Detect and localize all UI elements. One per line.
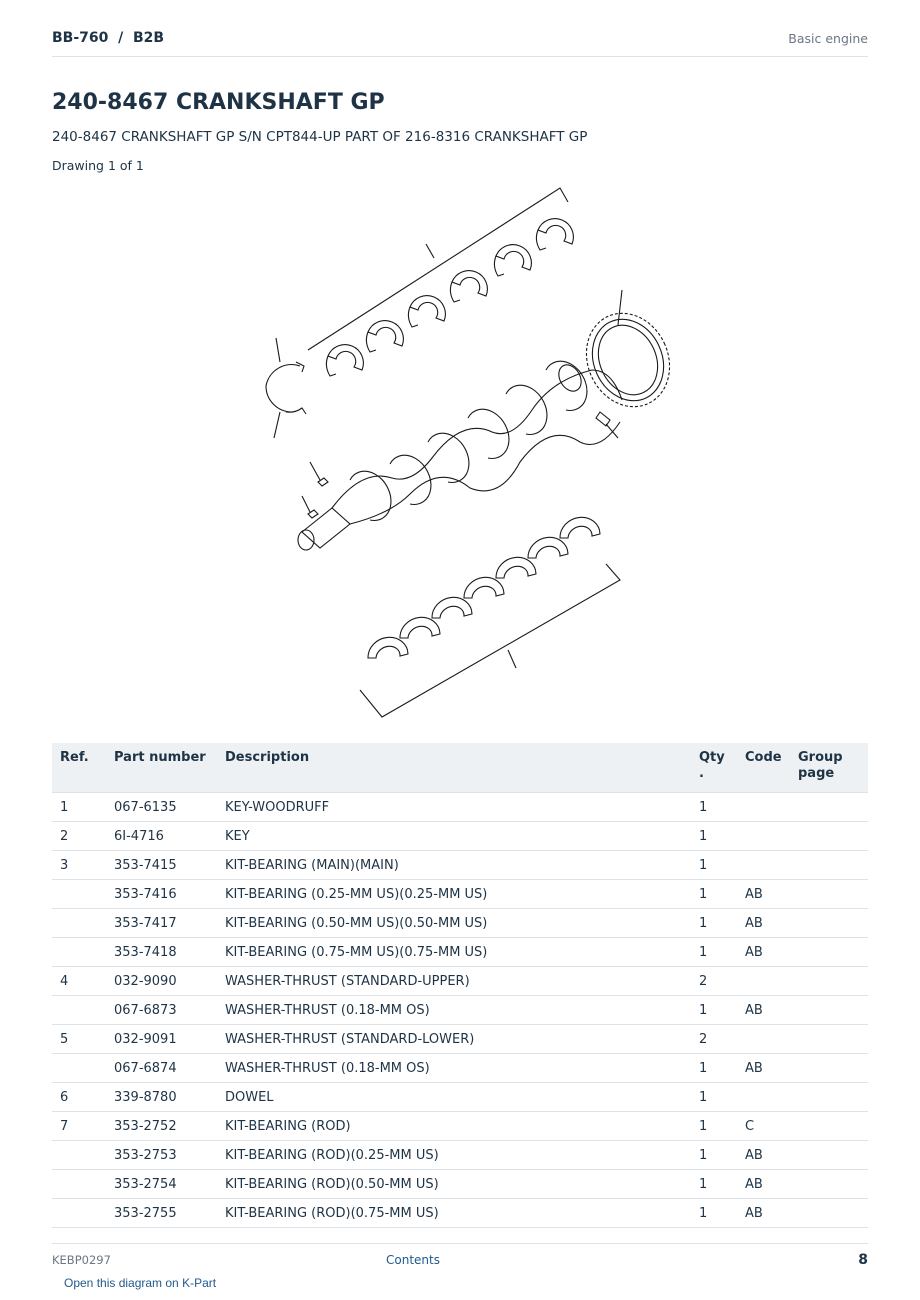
row-code	[737, 793, 790, 822]
row-group-page	[790, 1054, 868, 1083]
row-code: AB	[737, 880, 790, 909]
row-code: AB	[737, 1054, 790, 1083]
row-group-page	[790, 1083, 868, 1112]
row-ref: 5	[52, 1025, 106, 1054]
row-qty: 1	[691, 938, 737, 967]
row-ref	[52, 1170, 106, 1199]
upper-bearings-bracket	[308, 188, 568, 350]
row-qty: 2	[691, 1025, 737, 1054]
row-code	[737, 1025, 790, 1054]
row-qty: 1	[691, 996, 737, 1025]
row-code	[737, 967, 790, 996]
row-description: DOWEL	[217, 1083, 691, 1112]
row-code	[737, 1083, 790, 1112]
row-qty: 1	[691, 822, 737, 851]
row-part-number: 6I-4716	[106, 822, 217, 851]
row-group-page	[790, 1199, 868, 1228]
row-description: KIT-BEARING (ROD)(0.25-MM US)	[217, 1141, 691, 1170]
row-code: AB	[737, 1199, 790, 1228]
parts-table	[52, 743, 868, 1228]
row-group-page	[790, 793, 868, 822]
page-title: 240-8467 CRANKSHAFT GP	[52, 90, 385, 115]
row-code	[737, 851, 790, 880]
row-ref	[52, 880, 106, 909]
drawing-counter: Drawing 1 of 1	[52, 158, 144, 173]
row-part-number: 353-2755	[106, 1199, 217, 1228]
row-qty: 1	[691, 880, 737, 909]
row-group-page	[790, 880, 868, 909]
row-code: AB	[737, 996, 790, 1025]
table-row	[52, 880, 868, 909]
footer-doc-code: KEBP0297	[52, 1253, 111, 1267]
row-part-number: 353-2753	[106, 1141, 217, 1170]
row-ref	[52, 1054, 106, 1083]
row-group-page	[790, 1141, 868, 1170]
table-row	[52, 1141, 868, 1170]
table-row	[52, 996, 868, 1025]
table-row	[52, 938, 868, 967]
row-group-page	[790, 1170, 868, 1199]
upper-main-bearing-shells	[326, 219, 573, 376]
row-group-page	[790, 967, 868, 996]
row-ref: 6	[52, 1083, 106, 1112]
document-id: BB-760 / B2B	[52, 30, 165, 46]
row-part-number: 067-6873	[106, 996, 217, 1025]
row-ref	[52, 996, 106, 1025]
rod-bearing-shells	[368, 517, 600, 658]
table-row	[52, 822, 868, 851]
row-qty: 1	[691, 1054, 737, 1083]
row-description: KEY	[217, 822, 691, 851]
row-part-number: 067-6874	[106, 1054, 217, 1083]
thrust-washers	[266, 338, 306, 438]
row-part-number: 032-9091	[106, 1025, 217, 1054]
row-part-number: 353-7415	[106, 851, 217, 880]
row-part-number: 353-2752	[106, 1112, 217, 1141]
row-code: C	[737, 1112, 790, 1141]
crankshaft	[298, 361, 622, 550]
row-part-number: 353-7418	[106, 938, 217, 967]
row-description: WASHER-THRUST (0.18-MM OS)	[217, 996, 691, 1025]
row-ref: 2	[52, 822, 106, 851]
row-description: WASHER-THRUST (0.18-MM OS)	[217, 1054, 691, 1083]
row-ref	[52, 1141, 106, 1170]
table-row	[52, 851, 868, 880]
row-ref: 4	[52, 967, 106, 996]
table-header-row	[52, 743, 868, 793]
table-row	[52, 793, 868, 822]
page-subtitle: 240-8467 CRANKSHAFT GP S/N CPT844-UP PART OF 216-8316 CRANKSHAFT GP	[52, 129, 588, 145]
row-code: AB	[737, 938, 790, 967]
header-description: Description	[225, 750, 310, 765]
table-row	[52, 967, 868, 996]
row-part-number: 353-7417	[106, 909, 217, 938]
section-name: Basic engine	[788, 31, 868, 46]
row-part-number: 032-9090	[106, 967, 217, 996]
table-row	[52, 1025, 868, 1054]
row-description: KIT-BEARING (0.50-MM US)(0.50-MM US)	[217, 909, 691, 938]
row-description: WASHER-THRUST (STANDARD-UPPER)	[217, 967, 691, 996]
row-code: AB	[737, 1141, 790, 1170]
row-description: KIT-BEARING (MAIN)(MAIN)	[217, 851, 691, 880]
row-part-number: 353-7416	[106, 880, 217, 909]
row-part-number: 067-6135	[106, 793, 217, 822]
header-ref: Ref.	[60, 750, 89, 765]
row-part-number: 339-8780	[106, 1083, 217, 1112]
row-qty: 2	[691, 967, 737, 996]
row-ref	[52, 938, 106, 967]
row-qty: 1	[691, 1083, 737, 1112]
contents-link[interactable]: Contents	[386, 1253, 440, 1267]
crankshaft-exploded-diagram	[250, 180, 670, 725]
row-description: KIT-BEARING (ROD)	[217, 1112, 691, 1141]
table-row	[52, 1112, 868, 1141]
row-group-page	[790, 1112, 868, 1141]
row-description: KEY-WOODRUFF	[217, 793, 691, 822]
row-group-page	[790, 909, 868, 938]
row-code	[737, 822, 790, 851]
row-ref	[52, 909, 106, 938]
header-part-number: Part number	[114, 750, 206, 765]
row-qty: 1	[691, 793, 737, 822]
row-description: KIT-BEARING (0.25-MM US)(0.25-MM US)	[217, 880, 691, 909]
row-qty: 1	[691, 1112, 737, 1141]
row-group-page	[790, 996, 868, 1025]
row-qty: 1	[691, 1170, 737, 1199]
row-description: KIT-BEARING (0.75-MM US)(0.75-MM US)	[217, 938, 691, 967]
table-row	[52, 909, 868, 938]
row-qty: 1	[691, 1141, 737, 1170]
row-code: AB	[737, 909, 790, 938]
keys	[302, 462, 328, 518]
open-kpart-link[interactable]: Open this diagram on K-Part	[64, 1276, 217, 1290]
page-number: 8	[858, 1252, 868, 1268]
page-header	[52, 28, 868, 57]
header-code: Code	[745, 750, 782, 765]
row-description: KIT-BEARING (ROD)(0.50-MM US)	[217, 1170, 691, 1199]
table-row	[52, 1083, 868, 1112]
table-row	[52, 1170, 868, 1199]
dowel	[596, 412, 618, 438]
row-part-number: 353-2754	[106, 1170, 217, 1199]
row-qty: 1	[691, 1199, 737, 1228]
footer-divider	[52, 1243, 868, 1244]
crankshaft-gear	[571, 290, 670, 420]
table-row	[52, 1199, 868, 1228]
row-ref: 1	[52, 793, 106, 822]
row-code: AB	[737, 1170, 790, 1199]
row-ref	[52, 1199, 106, 1228]
row-description: WASHER-THRUST (STANDARD-LOWER)	[217, 1025, 691, 1054]
row-group-page	[790, 1025, 868, 1054]
row-qty: 1	[691, 909, 737, 938]
row-ref: 3	[52, 851, 106, 880]
row-qty: 1	[691, 851, 737, 880]
row-ref: 7	[52, 1112, 106, 1141]
row-group-page	[790, 851, 868, 880]
row-group-page	[790, 822, 868, 851]
row-group-page	[790, 938, 868, 967]
header-qty: Qty .	[699, 750, 725, 781]
header-group-page: Group page	[798, 750, 843, 781]
table-row	[52, 1054, 868, 1083]
row-description: KIT-BEARING (ROD)(0.75-MM US)	[217, 1199, 691, 1228]
